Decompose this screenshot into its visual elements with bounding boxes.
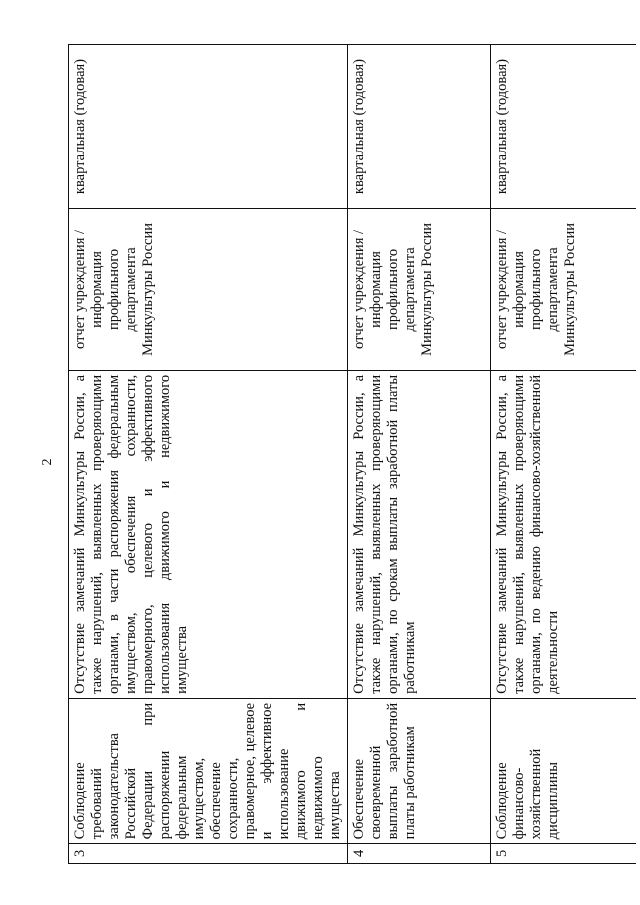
rotated-table-container xyxy=(68,44,636,864)
period-cell: квартальная (годовая) xyxy=(69,45,348,209)
source-cell: отчет учреждения / информация профильного департамента Минкультуры России xyxy=(491,209,637,371)
table-row xyxy=(348,45,491,864)
requirement-cell: Соблюдение требований законодательства Российской Федерации при распоряжении федеральным имуществом, обеспечение сохранности, правомерное, целевое и эффективное использование движимого и недвижимого имущества xyxy=(69,698,348,843)
period-cell: квартальная (годовая) xyxy=(491,45,637,209)
row-number: 3 xyxy=(69,844,348,864)
requirement-cell: Соблюдение финансово-хозяйственной дисциплины xyxy=(491,698,637,843)
criterion-cell: Отсутствие замечаний Минкультуры России, а также нарушений, выявленных проверяющими органами, по ведению финансово-хозяйственной деятельности xyxy=(491,370,637,698)
source-cell: отчет учреждения / информация профильного департамента Минкультуры России xyxy=(348,209,491,371)
page-number: 2 xyxy=(40,458,55,466)
table-row xyxy=(491,45,637,864)
period-cell: квартальная (годовая) xyxy=(348,45,491,209)
table-row xyxy=(69,45,348,864)
criterion-cell: Отсутствие замечаний Минкультуры России, а также нарушений, выявленных проверяющими органами, в части распоряжения федеральным имуществом, обеспечения сохранности, правомерного, целевого и эффективного использования движимого и недвижимого имущества xyxy=(69,370,348,698)
source-cell: отчет учреждения / информация профильного департамента Минкультуры России xyxy=(69,209,348,371)
criterion-cell: Отсутствие замечаний Минкультуры России, а также нарушений, выявленных проверяющими органами, по срокам выплаты заработной платы работникам xyxy=(348,370,491,698)
row-number: 5 xyxy=(491,844,637,864)
document-table-area xyxy=(68,44,636,864)
requirement-cell: Обеспечение своевременной выплаты заработной платы работникам xyxy=(348,698,491,843)
criteria-table xyxy=(68,44,636,864)
row-number: 4 xyxy=(348,844,491,864)
